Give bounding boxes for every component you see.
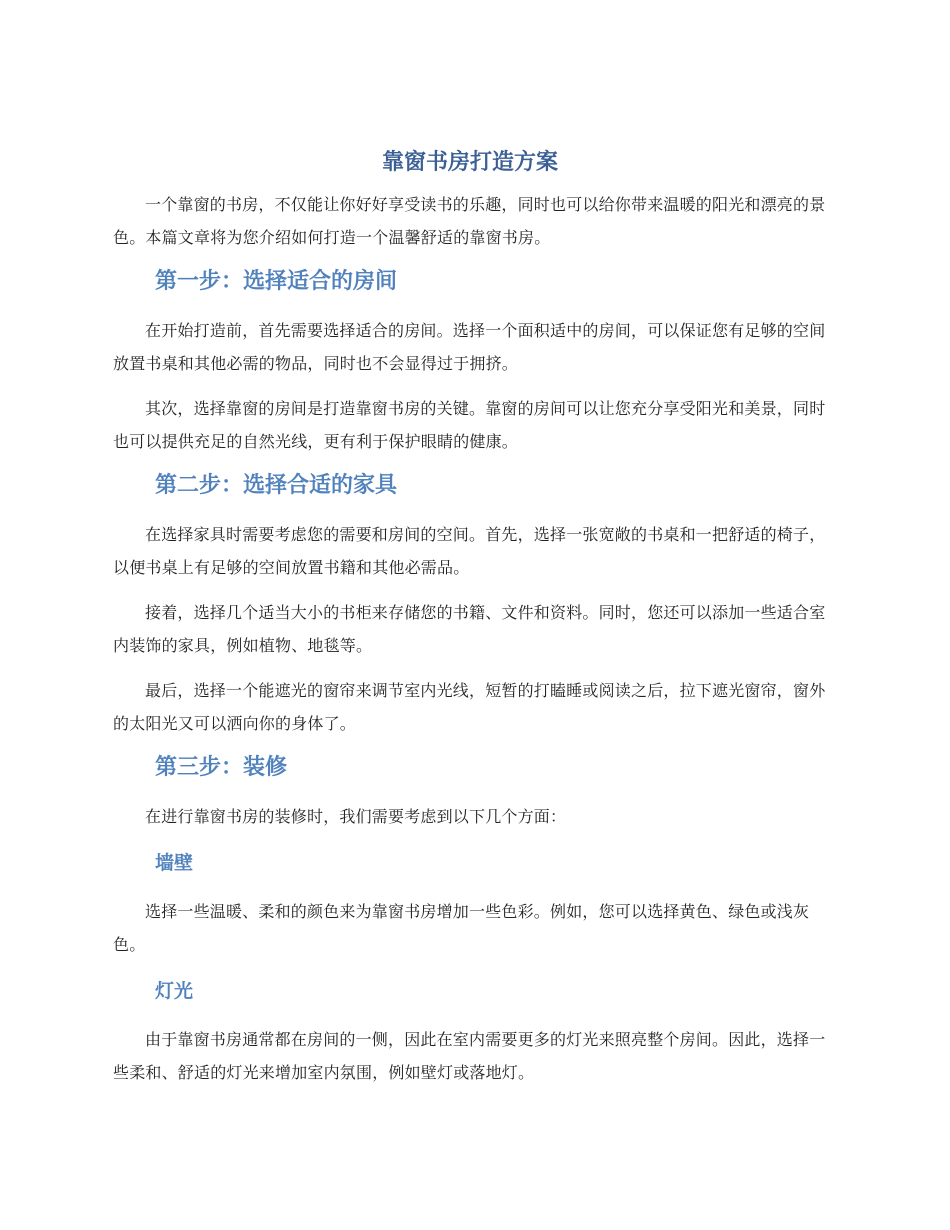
step2-paragraph-3: 最后，选择一个能遮光的窗帘来调节室内光线，短暂的打瞌睡或阅读之后，拉下遮光窗帘，窗外的太阳光又可以洒向你的身体了。 — [113, 681, 826, 733]
step1-paragraph-2: 其次，选择靠窗的房间是打造靠窗书房的关键。靠窗的房间可以让您充分享受阳光和美景，同时也可以提供充足的自然光线，更有利于保护眼睛的健康。 — [113, 399, 826, 451]
step3-heading: 第三步：装修 — [155, 755, 288, 780]
document-page — [113, 148, 827, 1089]
step1-paragraph-1: 在开始打造前，首先需要选择适合的房间。选择一个面积适中的房间，可以保证您有足够的空间放置书桌和其他必需的物品，同时也不会显得过于拥挤。 — [113, 321, 826, 373]
document-title: 靠窗书房打造方案 — [381, 150, 558, 175]
lighting-subheading: 灯光 — [155, 980, 194, 1002]
step2-paragraph-1: 在选择家具时需要考虑您的需要和房间的空间。首先，选择一张宽敞的书桌和一把舒适的椅子，以便书桌上有足够的空间放置书籍和其他必需品。 — [113, 525, 826, 577]
intro-paragraph: 一个靠窗的书房，不仅能让你好好享受读书的乐趣，同时也可以给你带来温暖的阳光和漂亮的景色。本篇文章将为您介绍如何打造一个温馨舒适的靠窗书房。 — [113, 195, 826, 247]
step2-paragraph-2: 接着，选择几个适当大小的书柜来存储您的书籍、文件和资料。同时，您还可以添加一些适合室内装饰的家具，例如植物、地毯等。 — [113, 603, 826, 655]
lighting-paragraph: 由于靠窗书房通常都在房间的一侧，因此在室内需要更多的灯光来照亮整个房间。因此，选择一些柔和、舒适的灯光来增加室内氛围，例如壁灯或落地灯。 — [113, 1030, 826, 1082]
step3-intro-paragraph: 在进行靠窗书房的装修时，我们需要考虑到以下几个方面： — [145, 807, 567, 826]
wall-paragraph: 选择一些温暖、柔和的颜色来为靠窗书房增加一些色彩。例如，您可以选择黄色、绿色或浅灰色。 — [113, 902, 810, 954]
step1-heading: 第一步：选择适合的房间 — [155, 269, 398, 294]
wall-subheading: 墙壁 — [155, 852, 194, 874]
step2-heading: 第二步：选择合适的家具 — [155, 473, 398, 498]
